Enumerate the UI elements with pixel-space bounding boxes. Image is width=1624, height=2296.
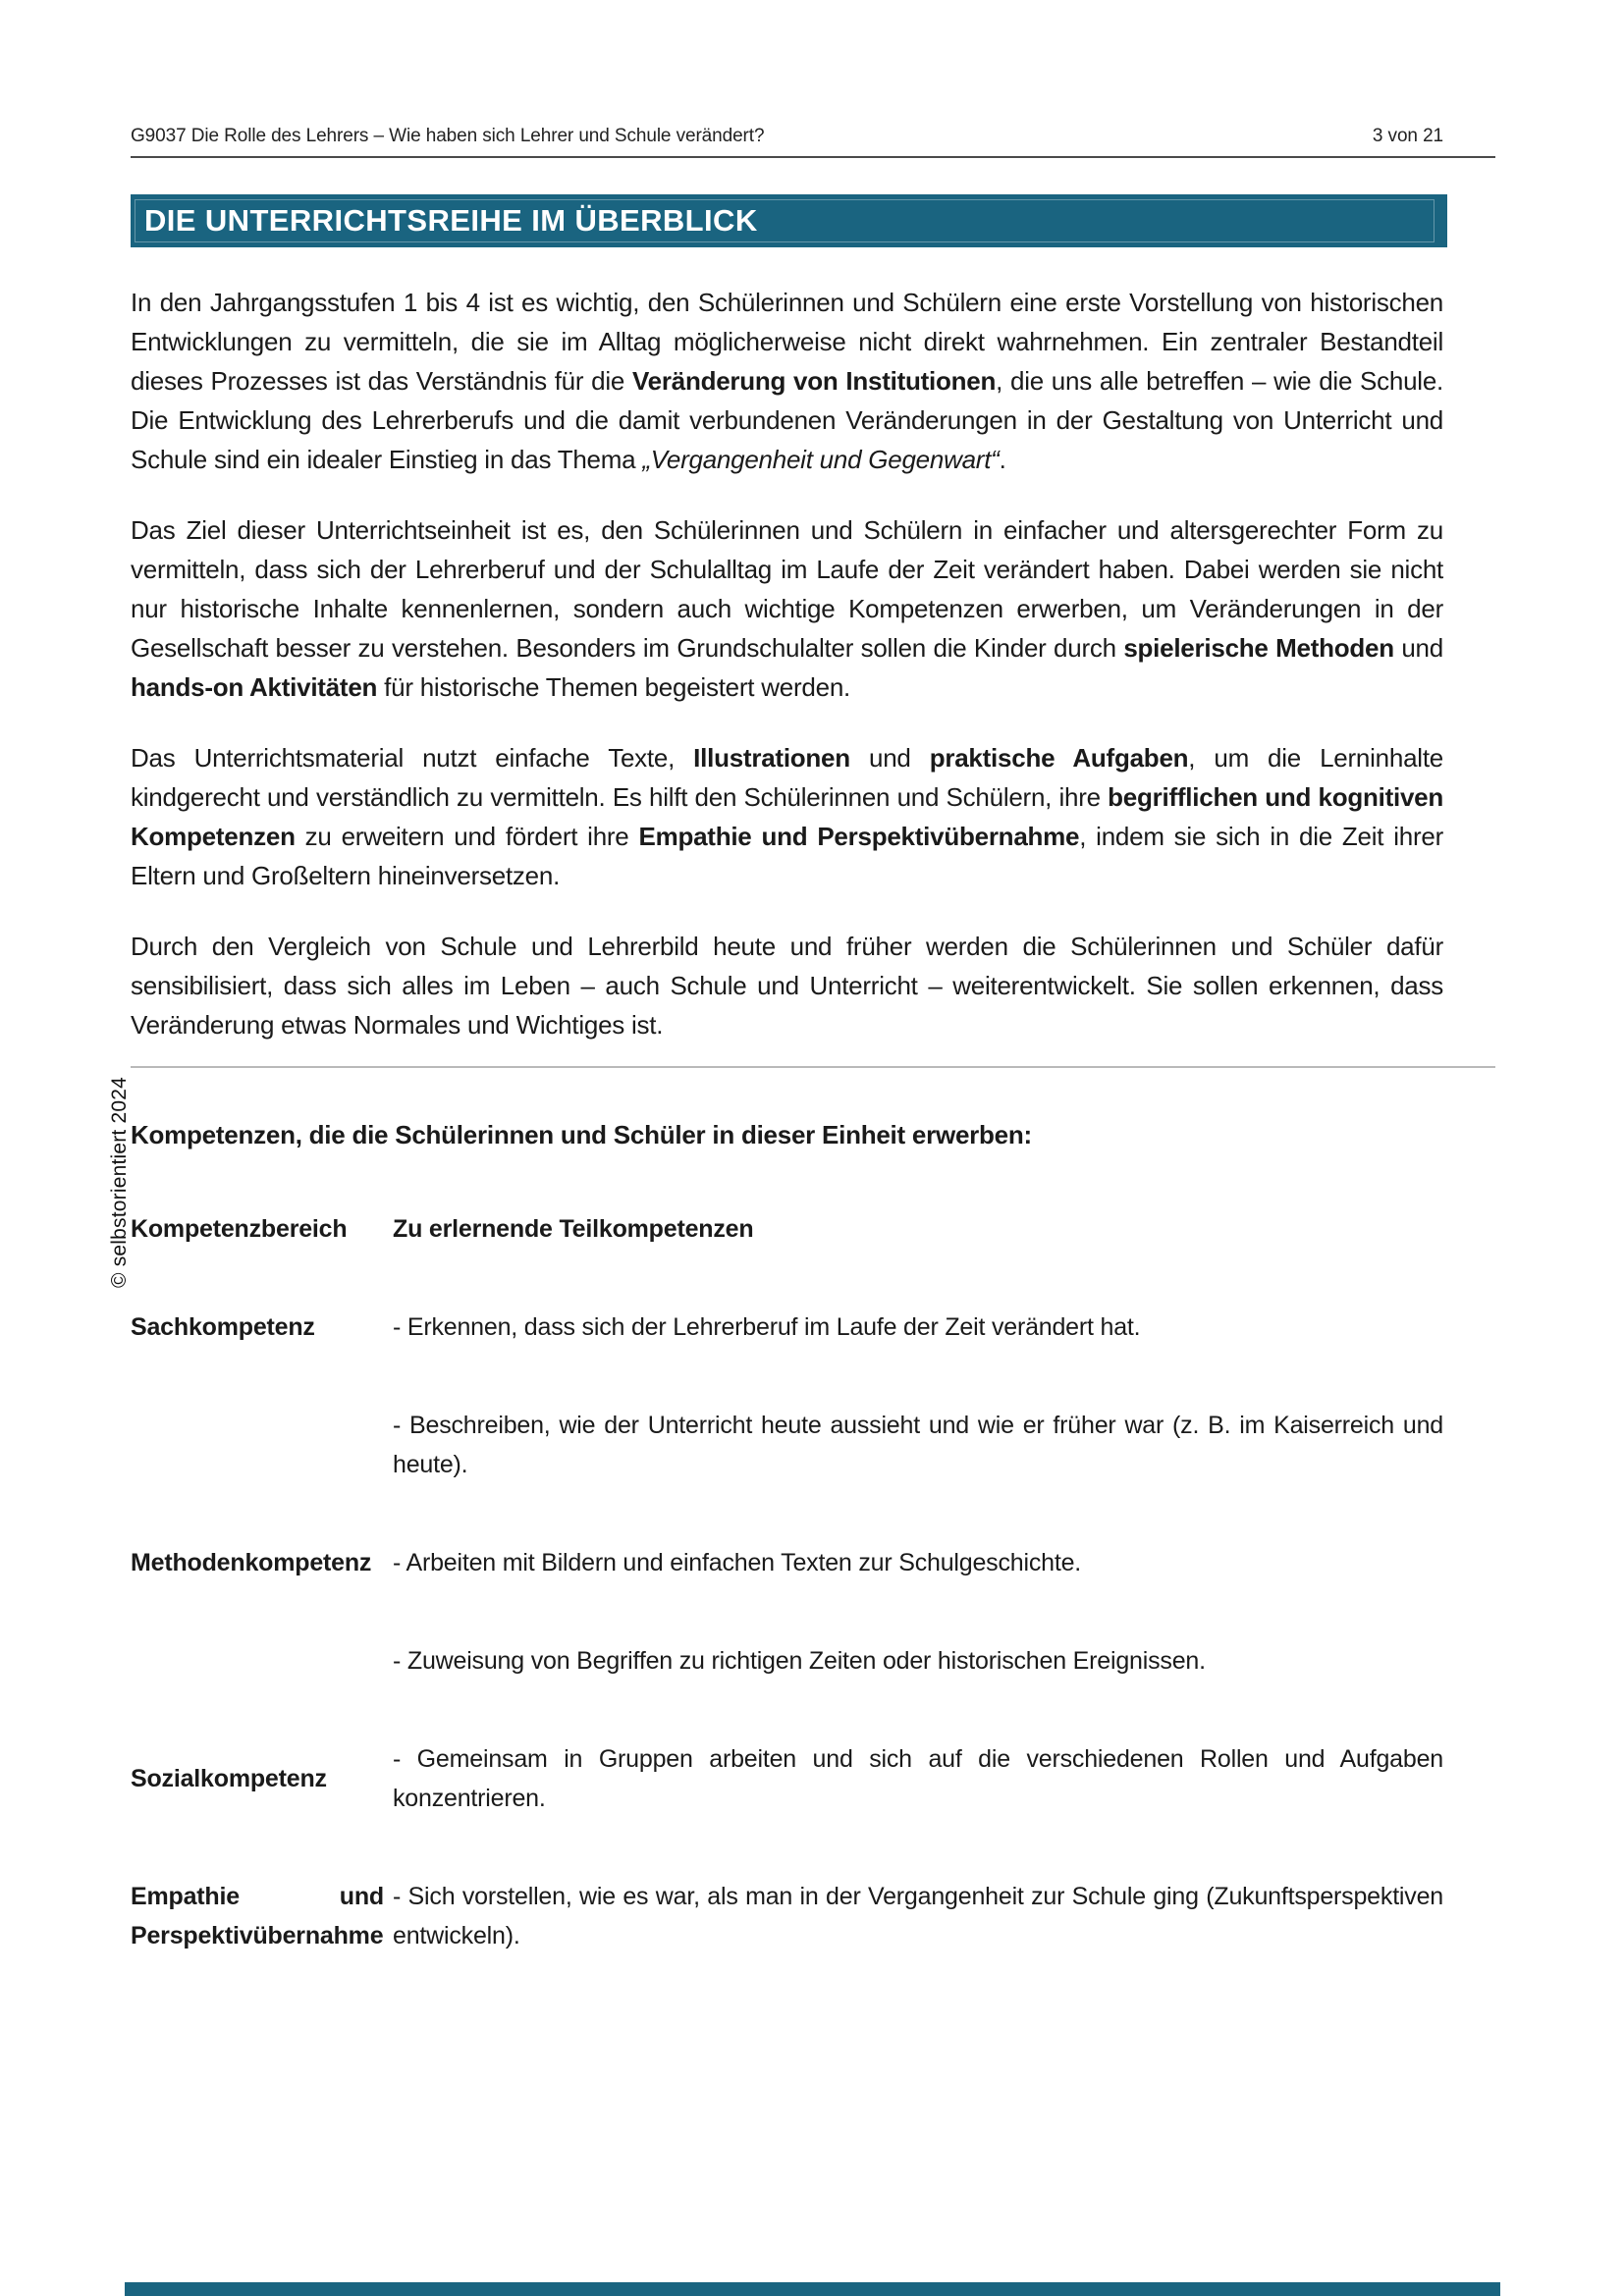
row-text: - Zuweisung von Begriffen zu richtigen Zeiten oder historischen Ereignissen. [393,1647,1206,1675]
paragraph-goal: Das Ziel dieser Unterrichtseinheit ist es, den Schülerinnen und Schülern in einfacher und altersgerechter Form zu vermitteln, dass sich der Lehrerberuf und der Schulalltag im Laufe der Zeit verändert haben. Dabei werden sie nicht nur historische Inhalte kennenlernen, sondern auch wichtige Kompetenzen erwerben, um Veränderungen in der Gesellschaft besser zu verstehen. Besonders im Grundschulalter sollen die Kinder durch spielerische Methoden und hands-on Aktivitäten für historische Themen begeistert werden. [131,515,1443,702]
paragraph-intro: In den Jahrgangsstufen 1 bis 4 ist es wichtig, den Schülerinnen und Schülern eine erste Vorstellung von historischen Entwicklungen zu vermitteln, die sie im Alltag möglicherweise nicht direkt wahrnehmen. Ein zentraler Bestandteil dieses Prozesses ist das Verständnis für die Veränderung von Institutionen, die uns alle betreffen – wie die Schule. Die Entwicklung des Lehrerberufs und die damit verbundenen Veränderungen in der Gestaltung von Unterricht und Schule sind ein idealer Einstieg in das Thema „Vergangenheit und Gegenwart“. [131,288,1444,474]
row-label: Empathie und Perspektivübernahme [131,1883,384,1949]
paragraph-material: Das Unterrichtsmaterial nutzt einfache Texte, Illustrationen und praktische Aufgaben, um die Lerninhalte kindgerecht und verständlich zu vermitteln. Es hilft den Schülerinnen und Schülern, ihre begrifflichen und kognitiven Kompetenzen zu erweitern und fördert ihre Empathie und Perspektivübernahme, indem sie sich in die Zeit ihrer Eltern und Großeltern hineinversetzen. [131,743,1444,890]
table-row [131,1877,1443,1955]
table-header-row [131,1209,1443,1249]
row-text: - Sich vorstellen, wie es war, als man in der Vergangenheit zur Schule ging (Zukunftsperspektiven entwickeln). [393,1883,1443,1949]
row-label: Methodenkompetenz [131,1549,372,1576]
content-divider [131,1066,1495,1068]
header-rule [131,156,1495,158]
section-banner [131,194,1447,247]
row-label: Sachkompetenz [131,1313,315,1341]
column-header-teilkompetenzen: Zu erlernende Teilkompetenzen [393,1215,754,1243]
row-text: - Arbeiten mit Bildern und einfachen Texten zur Schulgeschichte. [393,1549,1082,1576]
table-row [131,1641,1443,1681]
section-banner-title: DIE UNTERRICHTSREIHE IM ÜBERBLICK [144,203,758,238]
row-text: - Beschreiben, wie der Unterricht heute aussieht und wie er früher war (z. B. im Kaiserreich und heute). [393,1412,1443,1478]
table-row [131,1739,1443,1818]
table-row [131,1406,1443,1484]
table-row [131,1308,1443,1347]
competences-table [131,1209,1443,1955]
content-column [131,0,1443,1955]
running-head [131,0,1443,149]
document-title: G9037 Die Rolle des Lehrers – Wie haben sich Lehrer und Schule verändert? [131,126,765,146]
row-text: - Erkennen, dass sich der Lehrerberuf im Laufe der Zeit verändert hat. [393,1313,1141,1341]
table-row [131,1543,1443,1582]
row-label: Sozialkompetenz [131,1765,327,1792]
column-header-kompetenzbereich: Kompetenzbereich [131,1215,348,1243]
row-text: - Gemeinsam in Gruppen arbeiten und sich auf die verschiedenen Rollen und Aufgaben konzentrieren. [393,1745,1443,1812]
paragraph-comparison: Durch den Vergleich von Schule und Lehrerbild heute und früher werden die Schülerinnen und Schüler dafür sensibilisiert, dass sich alles im Leben – auch Schule und Unterricht – weiterentwickelt. Sie sollen erkennen, dass Veränderung etwas Normales und Wichtiges ist. [131,932,1443,1040]
page-number: 3 von 21 [1372,126,1443,146]
footer-color-bar [125,2282,1500,2296]
copyright-sidebar: © selbstorientiert 2024 [108,1076,131,1288]
competences-heading: Kompetenzen, die die Schülerinnen und Schüler in dieser Einheit erwerben: [131,1120,1032,1149]
